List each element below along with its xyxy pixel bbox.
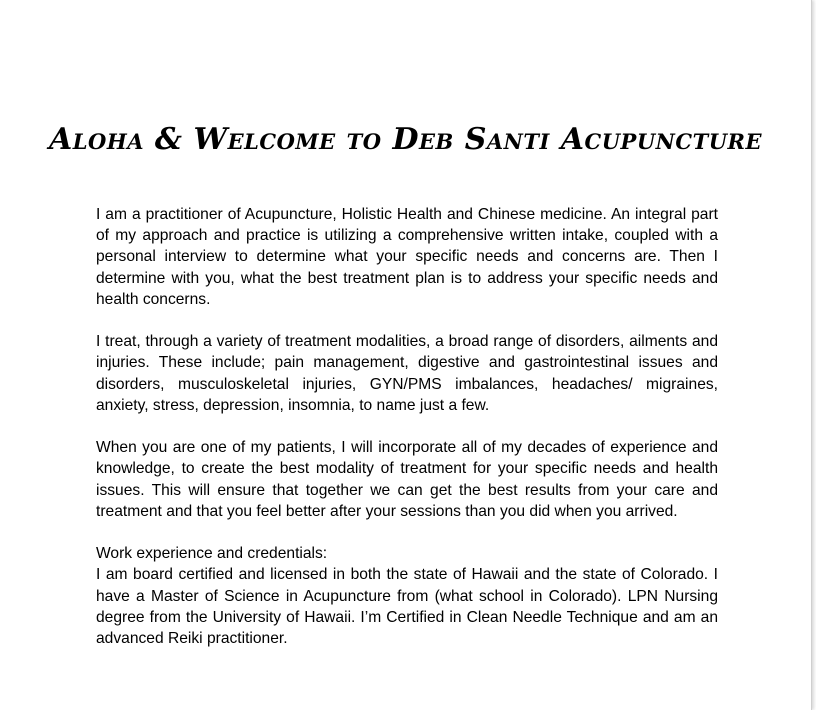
document-body <box>96 204 718 670</box>
credentials-heading: Work experience and credentials: <box>96 545 328 563</box>
intro-paragraph: I am a practitioner of Acupuncture, Holistic Health and Chinese medicine. An integral part of my approach and practice is utilizing a comprehensive written intake, coupled with a personal interview to determine what your specific needs and concerns are. Then I determine with you, what the best treatment plan is to address your specific needs and health concerns. <box>96 206 718 308</box>
patients-paragraph: When you are one of my patients, I will incorporate all of my decades of experience and knowledge, to create the best modality of treatment for your specific needs and health issues. This will ensure that together we can get the best results from your care and treatment and that you feel better after your sessions than you did when you arrived. <box>96 439 718 520</box>
treatments-paragraph: I treat, through a variety of treatment modalities, a broad range of disorders, ailments and injuries. These include; pain management, digestive and gastrointestinal issues and disorders, musculoskeletal injuries, GYN/PMS imbalances, headaches/ migraines, anxiety, stress, depression, insomnia, to name just a few. <box>96 333 718 414</box>
credentials-paragraph: I am board certified and licensed in both the state of Hawaii and the state of Colorado. I have a Master of Science in Acupuncture from (what school in Colorado). LPN Nursing degree from the University of Hawaii. I’m Certified in Clean Needle Technique and am an advanced Reiki practitioner. <box>96 566 718 648</box>
page-title: Aloha & Welcome to Deb Santi Acupuncture <box>49 122 762 157</box>
